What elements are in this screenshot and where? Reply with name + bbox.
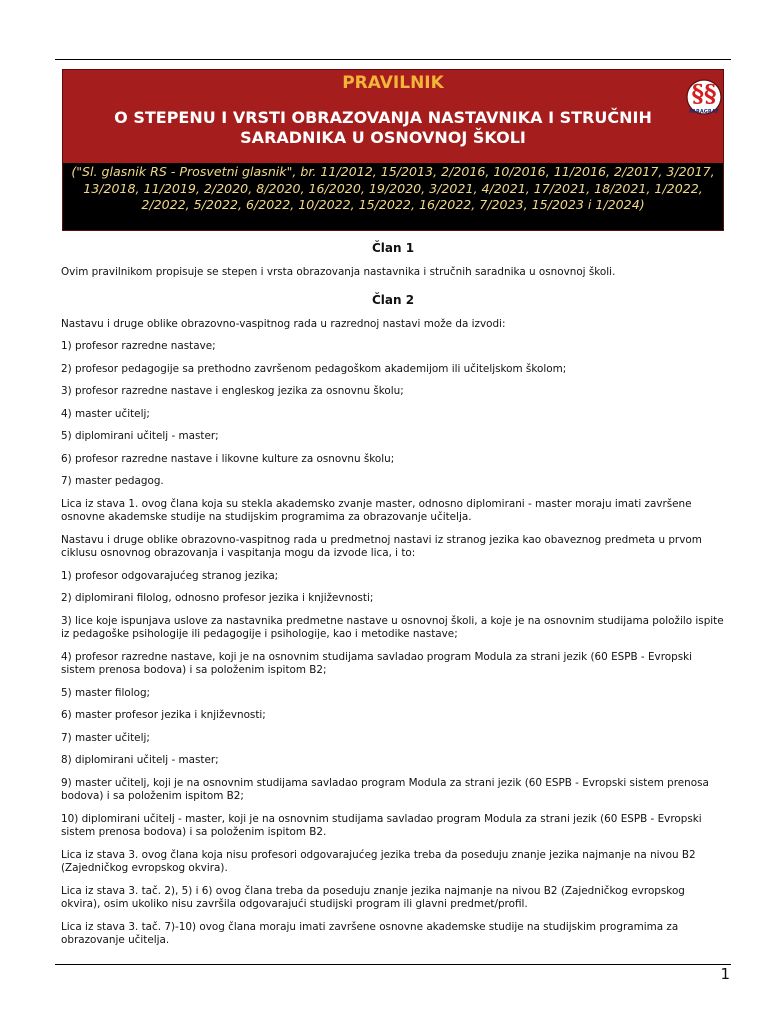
- list-item: 4) profesor razredne nastave, koji je na osnovnim studijama savladao program Modula za strani jezik (60 ESPB - Evropski sistem prenosa bodova) i sa položenim ispitom B2;: [61, 650, 693, 676]
- list-item: 1) profesor odgovarajućeg stranog jezika;: [61, 569, 279, 582]
- top-rule: [55, 59, 731, 60]
- svg-text:§§: §§: [691, 79, 717, 108]
- list-item: 8) diplomirani učitelj - master;: [61, 754, 219, 766]
- article-1-text: Ovim pravilnikom propisuje se stepen i vrsta obrazovanja nastavnika i stručnih saradnika u osnovnoj školi.: [61, 266, 616, 278]
- paragraf-logo-icon: [683, 72, 723, 122]
- list-item: 1) profesor razredne nastave;: [61, 340, 216, 352]
- list-item: 3) lice koje ispunjava uslove za nastavnika predmetne nastave u osnovnoj školi, a koje je na osnovnim studijama položilo ispite iz pedagoške psihologije ili pedagogije i psihologije, kao i metodike nastave;: [61, 614, 724, 640]
- document-body: [61, 240, 725, 948]
- paragraph: Lica iz stava 3. ovog člana koja nisu profesori odgovarajućeg jezika treba da poseduju znanje jezika najmanje na nivou B2 (Zajedničkog evropskog okvira).: [61, 848, 696, 874]
- list-item: 7) master pedagog.: [61, 475, 164, 487]
- list-item: 2) diplomirani filolog, odnosno profesor jezika i književnosti;: [61, 592, 374, 604]
- document-subtitle: O STEPENU I VRSTI OBRAZOVANJA NASTAVNIKA I STRUČNIH SARADNIKA U OSNOVNOJ ŠKOLI: [114, 108, 652, 147]
- list-item: 6) profesor razredne nastave i likovne kulture za osnovnu školu;: [61, 452, 395, 465]
- paragraph: Nastavu i druge oblike obrazovno-vaspitnog rada u predmetnoj nastavi iz stranog jezika kao obaveznog predmeta u prvom ciklusu osnovnog obrazovanja i vaspitanja mogu da izvode lica, i to:: [61, 533, 702, 559]
- paragraph: Lica iz stava 1. ovog člana koja su stekla akademsko zvanje master, odnosno diplomirani - master moraju imati završene osnovne akademske studije na studijskim programima za obrazovanje učitelja.: [61, 497, 692, 523]
- article-2-heading: Član 2: [371, 292, 415, 307]
- page-number: 1: [720, 965, 730, 983]
- list-item: 7) master učitelj;: [61, 731, 150, 744]
- list-item: 9) master učitelj, koji je na osnovnim studijama savladao program Modula za strani jezik (60 ESPB - Evropski sistem prenosa bodova) i sa položenim ispitom B2;: [61, 776, 709, 802]
- paragraph: Nastavu i druge oblike obrazovno-vaspitnog rada u razrednoj nastavi može da izvodi:: [61, 317, 506, 330]
- logo-text: PARAGRAF: [688, 109, 720, 115]
- paragraph: Lica iz stava 3. tač. 7)-10) ovog člana moraju imati završene osnovne akademske studije na studijskim programima za obrazovanje učitelja.: [61, 920, 679, 946]
- list-item: 5) diplomirani učitelj - master;: [61, 430, 219, 442]
- bottom-rule: [55, 964, 731, 965]
- article-1-heading: Član 1: [371, 241, 415, 255]
- list-item: 10) diplomirani učitelj - master, koji je na osnovnim studijama savladao program Modula za strani jezik (60 ESPB - Evropski sistem prenosa bodova) i sa položenim ispitom B2.: [61, 812, 702, 838]
- document-header: [62, 69, 724, 231]
- document-title: PRAVILNIK: [342, 73, 444, 93]
- list-item: 6) master profesor jezika i književnosti;: [61, 709, 266, 721]
- header-banner: [63, 70, 723, 163]
- list-item: 4) master učitelj;: [61, 407, 150, 420]
- list-item: 5) master filolog;: [61, 686, 151, 699]
- paragraph: Lica iz stava 3. tač. 2), 5) i 6) ovog člana treba da poseduju znanje jezika najmanje na nivou B2 (Zajedničkog evropskog okvira), osim ukoliko nisu završila odgovarajući studijski program ili glavni predmet/profil.: [61, 884, 685, 910]
- list-item: 3) profesor razredne nastave i engleskog jezika za osnovnu školu;: [61, 385, 404, 397]
- gazette-reference: ("Sl. glasnik RS - Prosvetni glasnik", br. 11/2012, 15/2013, 2/2016, 10/2016, 11/2016, 2/2017, 3/2017, 13/2018, 11/2019, 2/2020, 8/2020, 16/2020, 19/2020, 3/2021, 4/2021, 17/2021, 18/2021, 1/2022, 2/2022, 5/2022, 6/2022, 10/2022, 15/2022, 16/2022, 7/2023, 15/2023 i 1/2024): [71, 164, 715, 212]
- list-item: 2) profesor pedagogije sa prethodno završenom pedagoškom akademijom ili učiteljskom školom;: [61, 362, 567, 375]
